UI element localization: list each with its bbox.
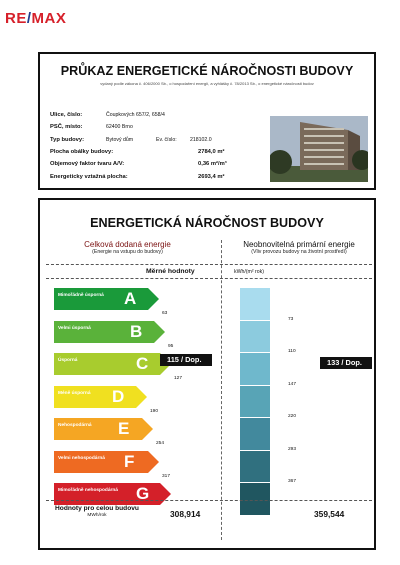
class-arrow-f (54, 451, 159, 473)
left-column-head: Celková dodaná energie (Energie na vstupu do budovy) (84, 240, 171, 255)
energy-title: ENERGETICKÁ NÁROČNOST BUDOVY (90, 216, 324, 230)
left-class-marker: 115 / Dop. (160, 354, 212, 366)
left-scale-value: 127 (174, 376, 183, 381)
divider-top (46, 264, 372, 265)
primary-energy-band (240, 418, 270, 450)
class-label: Mimořádně nehospodárná (58, 488, 118, 493)
class-arrow-d (54, 386, 147, 408)
divider-units (46, 278, 372, 279)
class-letter: B (130, 321, 143, 341)
primary-energy-band (240, 321, 270, 353)
merne-hodnoty: Měrné hodnoty (146, 268, 195, 275)
right-scale-value: 220 (288, 414, 297, 419)
class-letter: D (112, 386, 125, 406)
class-arrow-e (54, 418, 153, 440)
class-label: Mimořádně úsporná (58, 293, 104, 298)
footer-right-value: 359,544 (314, 509, 345, 519)
left-scale-value: 63 (162, 311, 168, 316)
class-arrow-a (54, 288, 159, 310)
primary-energy-band (240, 353, 270, 385)
ref-area-row: Energeticky vztažná plocha: 2693,4 m² (50, 174, 225, 180)
class-letter: F (124, 451, 135, 471)
document-title: PRŮKAZ ENERGETICKÉ NÁROČNOSTI BUDOVY (60, 64, 354, 78)
remax-logo: RE/MAX (5, 10, 67, 27)
class-label: Velmi nehospodárná (58, 455, 105, 461)
psc-row: PSČ, místo: 62400 Brno (50, 124, 133, 130)
right-scale-value: 73 (288, 316, 294, 322)
class-arrow-g (54, 483, 171, 505)
column-divider (221, 240, 222, 540)
class-letter: E (118, 419, 130, 438)
class-label: Velmi úsporná (58, 325, 91, 331)
primary-energy-band (240, 483, 270, 515)
footer-label: Hodnoty pro celou budovu (55, 505, 139, 512)
primary-energy-band (240, 451, 270, 483)
document-subtitle: vydaný podle zákona č. 406/2000 Sb., o hospodaření energií, a vyhlášky č. 78/2013 Sb., o energetické náročnosti budov (100, 81, 314, 86)
area-row: Plocha obálky budovy: 2784,0 m² (50, 149, 225, 155)
right-scale-value: 293 (288, 446, 297, 452)
class-label: Úsporná (58, 358, 78, 363)
type-row: Typ budovy: Bytový dům Ev. číslo: 218102.0 (50, 137, 212, 143)
class-letter: G (136, 484, 150, 503)
factor-row: Objemový faktor tvaru A/V: 0,36 m²/m³ (50, 161, 227, 167)
building-photo (270, 116, 368, 182)
right-scale-value: 110 (288, 349, 296, 354)
primary-energy-band (240, 288, 270, 320)
class-letter: A (124, 289, 137, 308)
class-letter: C (136, 354, 149, 373)
left-scale-value: 317 (162, 473, 171, 479)
primary-energy-band (240, 386, 270, 418)
class-arrow-b (54, 321, 165, 343)
class-label: Nehospodárná (58, 423, 92, 428)
right-scale-value: 147 (288, 381, 297, 387)
divider-footer (46, 500, 372, 501)
class-arrow-c (54, 353, 171, 375)
class-label: Méně úsporná (58, 390, 91, 396)
right-column-head: Neobnovitelná primární energie (Vliv provozu budovy na životní prostředí) (243, 240, 355, 255)
units: kWh/(m² rok) (234, 269, 264, 275)
right-class-marker: 133 / Dop. (320, 357, 372, 369)
energy-box (38, 198, 376, 550)
left-scale-value: 190 (150, 408, 159, 414)
right-scale-value: 367 (288, 479, 297, 484)
header-box (38, 52, 376, 190)
left-scale-value: 254 (156, 441, 165, 446)
footer-left-value: 308,914 (170, 509, 201, 519)
footer-unit: MWh/rok (87, 513, 107, 518)
street-row: Ulice, číslo: Čoupkových 657/2, 658/4 (50, 112, 165, 118)
left-scale-value: 95 (168, 343, 174, 349)
